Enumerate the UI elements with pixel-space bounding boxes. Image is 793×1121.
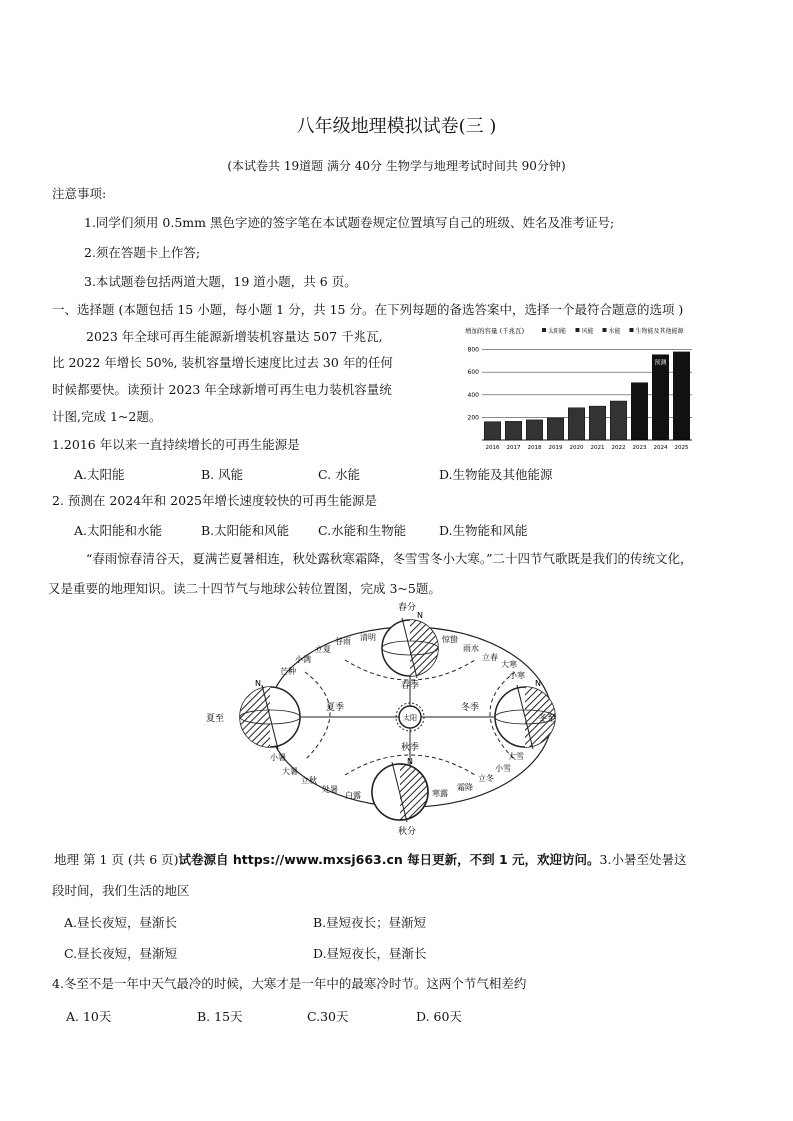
bar-2025 — [673, 352, 689, 440]
q1-option-c: C. 水能 — [318, 467, 361, 482]
intro2-line1: “春雨惊春清谷天，夏满芒夏暑相连，秋处露秋寒霜降，冬雪雪冬小大寒。”二十四节气歌既是我们的传统文化， — [86, 551, 693, 566]
term-liqiu: 立秋 — [301, 776, 317, 785]
chart-bars — [484, 352, 689, 440]
q3-stem: 3.小暑至处暑这 — [599, 852, 687, 867]
sun-label: 太阳 — [403, 714, 417, 722]
q2-option-c: C.水能和生物能 — [318, 523, 407, 538]
ytick-200: 200 — [467, 414, 479, 422]
q2-option-b: B.太阳能和风能 — [201, 523, 290, 538]
q3-option-a: A.昼长夜短，昼渐长 — [64, 915, 178, 930]
term-dashu: 大暑 — [282, 767, 298, 776]
dashed-arc-west — [305, 672, 330, 760]
ytick-600: 600 — [467, 369, 479, 377]
q1-option-d: D.生物能及其他能源 — [439, 467, 553, 482]
xtick-2021: 2021 — [590, 445, 605, 451]
label-spring: 春季 — [400, 681, 420, 691]
xtick-2019: 2019 — [548, 445, 563, 451]
notice-item-1: 1.同学们须用 0.5mm 黑色字迹的签字笔在本试题卷规定位置填写自己的班级、姓名及准考证号; — [84, 215, 615, 230]
xtick-2022: 2022 — [611, 445, 626, 451]
term-guyu: 谷雨 — [335, 637, 351, 646]
term-bailu: 白露 — [345, 791, 361, 800]
n-label-autumn: N — [407, 757, 413, 766]
footer-line — [54, 850, 686, 868]
page-subtitle: (本试卷共 19道题 满分 40分 生物学与地理考试时间共 90分钟) — [227, 159, 566, 173]
bar-2021 — [589, 406, 605, 440]
capacity-bar-chart — [460, 320, 700, 460]
q4-option-b: B. 15天 — [197, 1009, 243, 1024]
notice-item-2: 2.须在答题卡上作答; — [84, 245, 201, 260]
season-summer-solstice: 夏至 — [205, 714, 225, 724]
term-xiaohan: 小寒 — [509, 671, 525, 680]
legend-swatch-3 — [630, 328, 634, 332]
sun-icon — [396, 703, 424, 731]
section-heading: 一、选择题 (本题包括 15 小题，每小题 1 分，共 15 分。在下列每题的备选答案中，选择一个最符合题意的选项 ) — [52, 302, 684, 317]
bar-2020 — [568, 408, 584, 440]
q1-option-a: A.太阳能 — [74, 467, 125, 482]
legend-label-3: 生物能及其他能源 — [635, 328, 684, 335]
earth-spring — [382, 618, 438, 678]
term-chushu: 处暑 — [322, 785, 338, 794]
season-winter-solstice: 冬至 — [537, 714, 557, 724]
chart-ylabel: 增加的容量 (千兆瓦) — [465, 327, 525, 335]
q3-option-c: C.昼长夜短，昼渐短 — [64, 946, 178, 961]
xtick-2020: 2020 — [569, 445, 584, 451]
notice-heading: 注意事项: — [52, 186, 107, 201]
term-qingming: 清明 — [360, 633, 376, 642]
legend-swatch-0 — [542, 328, 546, 332]
term-daxue: 大雪 — [508, 752, 524, 761]
q2-stem: 2. 预测在 2024年和 2025年增长速度较快的可再生能源是 — [52, 493, 377, 508]
bar-2019 — [547, 418, 563, 440]
bar-2016 — [484, 422, 500, 440]
xtick-2018: 2018 — [527, 445, 542, 451]
legend-swatch-2 — [603, 328, 607, 332]
intro2-line2: 又是重要的地理知识。读二十四节气与地球公转位置图，完成 3~5题。 — [48, 581, 441, 596]
xtick-2016: 2016 — [485, 445, 500, 451]
season-autumn-equinox: 秋分 — [397, 827, 417, 837]
earth-autumn — [372, 762, 428, 822]
q4-option-c: C.30天 — [307, 1009, 349, 1024]
term-jingzhe: 惊蛰 — [442, 635, 458, 644]
q3-stem-continued: 段时间，我们生活的地区 — [52, 883, 190, 898]
footer-ad: 试卷源自 https://www.mxsj663.cn 每日更新，不到 1 元，欢迎访问。 — [178, 852, 600, 867]
ytick-800: 800 — [467, 346, 479, 354]
chart-legend — [542, 327, 685, 335]
intro1-line4: 计图,完成 1~2题。 — [52, 409, 162, 424]
chart-annotation: 预测 — [654, 359, 667, 367]
footer-page: 地理 第 1 页 (共 6 页) — [54, 852, 179, 867]
label-winter: 冬季 — [460, 703, 480, 713]
intro1-line1: 2023 年全球可再生能源新增装机容量达 507 千兆瓦, — [86, 329, 383, 344]
bar-2022 — [610, 401, 626, 440]
bar-2024 — [652, 355, 668, 440]
q1-stem: 1.2016 年以来一直持续增长的可再生能源是 — [52, 437, 300, 452]
legend-swatch-1 — [576, 328, 580, 332]
xtick-2017: 2017 — [506, 445, 521, 451]
intro1-line2: 比 2022 年增长 50%, 装机容量增长速度比过去 30 年的任何 — [52, 355, 393, 370]
term-lixia: 立夏 — [315, 645, 331, 654]
q4-option-d: D. 60天 — [416, 1009, 462, 1024]
legend-label-1: 风能 — [581, 328, 594, 335]
page-title: 八年级地理模拟试卷(三 ) — [296, 116, 497, 137]
bar-2018 — [526, 420, 542, 440]
ytick-400: 400 — [467, 391, 479, 399]
term-hanlu: 寒露 — [432, 789, 448, 798]
season-spring-equinox: 春分 — [397, 603, 417, 613]
legend-label-0: 太阳能 — [548, 328, 567, 335]
term-yushui: 雨水 — [463, 644, 479, 653]
n-label-summer: N — [255, 679, 261, 688]
term-dahan: 大寒 — [501, 660, 517, 669]
xtick-2024: 2024 — [653, 445, 668, 451]
term-xiaoshu: 小暑 — [270, 753, 286, 762]
term-xiaoxue: 小雪 — [495, 764, 511, 773]
legend-label-2: 水能 — [608, 328, 621, 335]
intro1-line3: 时候都要快。读预计 2023 年全球新增可再生电力装机容量统 — [52, 382, 392, 397]
label-autumn: 秋季 — [400, 743, 420, 753]
solar-terms-diagram — [195, 600, 565, 838]
label-summer: 夏季 — [325, 703, 345, 713]
term-xiaoman: 小满 — [295, 655, 311, 664]
q3-option-d: D.昼短夜长，昼渐长 — [313, 946, 427, 961]
q2-option-d: D.生物能和风能 — [439, 523, 528, 538]
notice-item-3: 3.本试题卷包括两道大题，19 道小题，共 6 页。 — [84, 274, 357, 289]
earth-summer — [240, 685, 300, 749]
n-label-spring: N — [417, 611, 423, 620]
q4-stem: 4.冬至不是一年中天气最冷的时候，大寒才是一年中的最寒冷时节。这两个节气相差约 — [52, 976, 527, 991]
xtick-2025: 2025 — [674, 445, 689, 451]
term-lichun: 立春 — [482, 653, 498, 662]
bar-2017 — [505, 421, 521, 440]
term-mangzhong: 芒种 — [280, 667, 296, 676]
chart-x-axis — [486, 445, 689, 451]
term-shuangjiang: 霜降 — [457, 783, 473, 792]
xtick-2023: 2023 — [632, 445, 647, 451]
term-lidong: 立冬 — [478, 774, 494, 783]
q2-option-a: A.太阳能和水能 — [74, 523, 163, 538]
q1-option-b: B. 风能 — [201, 467, 244, 482]
q4-option-a: A. 10天 — [66, 1009, 112, 1024]
n-label-winter: N — [535, 679, 541, 688]
q3-option-b: B.昼短夜长；昼渐短 — [313, 915, 427, 930]
bar-2023 — [631, 383, 647, 440]
